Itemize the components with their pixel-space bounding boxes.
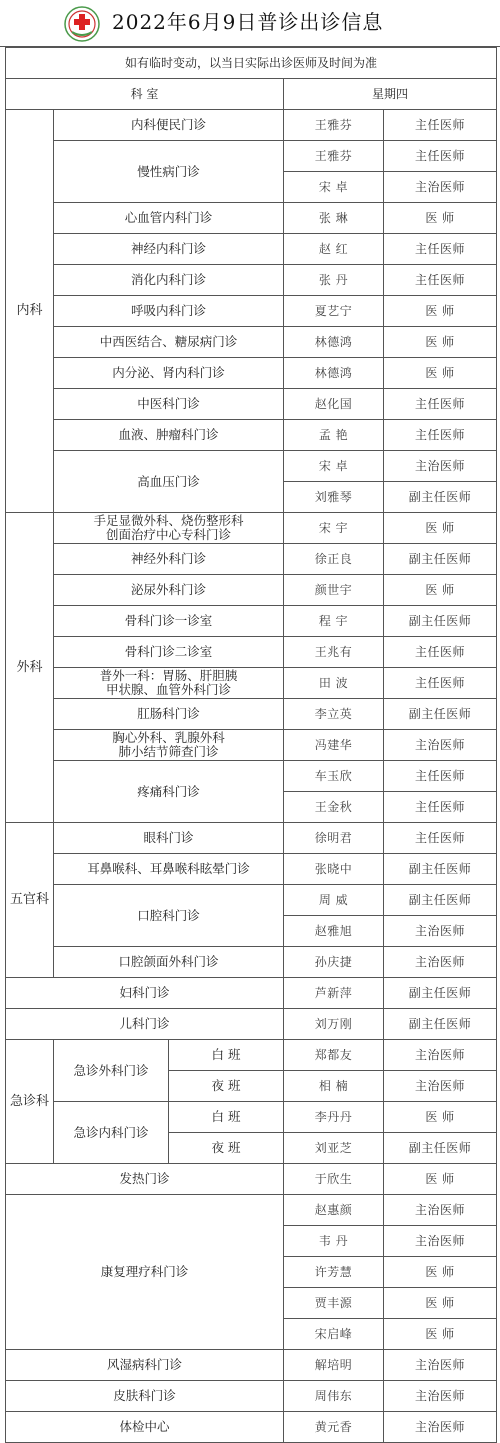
dept-name: 风湿病科门诊 <box>6 1350 284 1381</box>
dept-name <box>54 668 284 699</box>
doctor-name: 郑都友 <box>284 1040 384 1071</box>
dept-name: 内分泌、肾内科门诊 <box>54 358 284 389</box>
doctor-name: 徐明君 <box>284 823 384 854</box>
shift-label: 白 班 <box>169 1040 284 1071</box>
doctor-name: 李立英 <box>284 699 384 730</box>
dept-name-line2: 甲状腺、血管外科门诊 <box>105 682 231 697</box>
doctor-name: 赵雅旭 <box>284 916 384 947</box>
doctor-title: 医 师 <box>384 327 497 358</box>
doctor-title: 医 师 <box>384 1102 497 1133</box>
doctor-name: 林德鸿 <box>284 358 384 389</box>
dept-name: 内科便民门诊 <box>54 110 284 141</box>
doctor-title: 医 师 <box>384 513 497 544</box>
doctor-title: 副主任医师 <box>384 482 497 513</box>
doctor-name: 韦 丹 <box>284 1226 384 1257</box>
doctor-name: 车玉欣 <box>284 761 384 792</box>
doctor-name: 赵 红 <box>284 234 384 265</box>
category-emergency: 急诊科 <box>6 1040 54 1164</box>
doctor-title: 主治医师 <box>384 1381 497 1412</box>
doctor-name: 颜世宇 <box>284 575 384 606</box>
doctor-title: 主治医师 <box>384 916 497 947</box>
doctor-name: 刘万刚 <box>284 1009 384 1040</box>
doctor-title: 主任医师 <box>384 420 497 451</box>
dept-name <box>54 513 284 544</box>
dept-name-line1: 胸心外科、乳腺外科 <box>112 730 225 745</box>
doctor-name: 张 琳 <box>284 203 384 234</box>
dept-name: 眼科门诊 <box>54 823 284 854</box>
shift-label: 夜 班 <box>169 1133 284 1164</box>
doctor-title: 主治医师 <box>384 172 497 203</box>
dept-name: 高血压门诊 <box>54 451 284 513</box>
doctor-title: 副主任医师 <box>384 1009 497 1040</box>
col-header-dept: 科 室 <box>6 79 284 110</box>
doctor-name: 冯建华 <box>284 730 384 761</box>
dept-name: 中西医结合、糖尿病门诊 <box>54 327 284 358</box>
dept-name-line2: 创面治疗中心专科门诊 <box>105 527 231 542</box>
dept-name: 妇科门诊 <box>6 978 284 1009</box>
dept-name: 慢性病门诊 <box>54 141 284 203</box>
doctor-name: 刘雅琴 <box>284 482 384 513</box>
dept-name: 康复理疗科门诊 <box>6 1195 284 1350</box>
doctor-name: 王金秋 <box>284 792 384 823</box>
dept-name: 体检中心 <box>6 1412 284 1443</box>
doctor-title: 主治医师 <box>384 1195 497 1226</box>
dept-name: 心血管内科门诊 <box>54 203 284 234</box>
doctor-title: 医 师 <box>384 1257 497 1288</box>
doctor-name: 孟 艳 <box>284 420 384 451</box>
doctor-title: 副主任医师 <box>384 1133 497 1164</box>
doctor-name: 赵惠颜 <box>284 1195 384 1226</box>
dept-name: 中医科门诊 <box>54 389 284 420</box>
dept-name: 皮肤科门诊 <box>6 1381 284 1412</box>
doctor-name: 田 波 <box>284 668 384 699</box>
doctor-title: 副主任医师 <box>384 606 497 637</box>
doctor-name: 芦新萍 <box>284 978 384 1009</box>
hospital-logo-icon <box>64 6 100 42</box>
shift-label: 夜 班 <box>169 1071 284 1102</box>
notice: 如有临时变动，以当日实际出诊医师及时间为准 <box>6 48 497 79</box>
doctor-title: 医 师 <box>384 358 497 389</box>
dept-name: 泌尿外科门诊 <box>54 575 284 606</box>
doctor-title: 医 师 <box>384 575 497 606</box>
dept-name: 肛肠科门诊 <box>54 699 284 730</box>
doctor-title: 主任医师 <box>384 823 497 854</box>
dept-name: 血液、肿瘤科门诊 <box>54 420 284 451</box>
doctor-name: 王雅芬 <box>284 141 384 172</box>
dept-name-line2: 肺小结节筛查门诊 <box>118 744 219 759</box>
doctor-title: 主治医师 <box>384 730 497 761</box>
doctor-title: 医 师 <box>384 1319 497 1350</box>
dept-name: 疼痛科门诊 <box>54 761 284 823</box>
dept-name-line1: 手足显微外科、烧伤整形科 <box>93 513 244 528</box>
doctor-title: 副主任医师 <box>384 885 497 916</box>
doctor-name: 宋 宇 <box>284 513 384 544</box>
doctor-title: 医 师 <box>384 1164 497 1195</box>
doctor-title: 副主任医师 <box>384 544 497 575</box>
dept-name: 急诊外科门诊 <box>54 1040 169 1102</box>
dept-name: 儿科门诊 <box>6 1009 284 1040</box>
doctor-name: 张 丹 <box>284 265 384 296</box>
doctor-title: 医 师 <box>384 1288 497 1319</box>
doctor-title: 主治医师 <box>384 947 497 978</box>
doctor-title: 医 师 <box>384 296 497 327</box>
col-header-day: 星期四 <box>284 79 497 110</box>
doctor-title: 主任医师 <box>384 389 497 420</box>
doctor-title: 主任医师 <box>384 110 497 141</box>
doctor-name: 李丹丹 <box>284 1102 384 1133</box>
dept-name: 骨科门诊二诊室 <box>54 637 284 668</box>
doctor-name: 夏艺宁 <box>284 296 384 327</box>
doctor-name: 宋 卓 <box>284 451 384 482</box>
doctor-title: 主任医师 <box>384 792 497 823</box>
dept-name: 耳鼻喉科、耳鼻喉科眩晕门诊 <box>54 854 284 885</box>
dept-name <box>54 730 284 761</box>
page-title: 2022年6月9日普诊出诊信息 <box>112 10 384 34</box>
doctor-name: 赵化国 <box>284 389 384 420</box>
doctor-title: 主治医师 <box>384 451 497 482</box>
doctor-name: 林德鸿 <box>284 327 384 358</box>
dept-name: 神经外科门诊 <box>54 544 284 575</box>
doctor-name: 徐正良 <box>284 544 384 575</box>
dept-name: 呼吸内科门诊 <box>54 296 284 327</box>
doctor-name: 王兆有 <box>284 637 384 668</box>
category-surgery: 外科 <box>6 513 54 823</box>
doctor-name: 贾丰源 <box>284 1288 384 1319</box>
dept-name-line1: 普外一科：胃肠、肝胆胰 <box>99 668 238 683</box>
doctor-name: 解培明 <box>284 1350 384 1381</box>
doctor-title: 主任医师 <box>384 234 497 265</box>
doctor-name: 周 威 <box>284 885 384 916</box>
doctor-name: 宋 卓 <box>284 172 384 203</box>
category-ent: 五官科 <box>6 823 54 978</box>
dept-name: 口腔科门诊 <box>54 885 284 947</box>
dept-name: 急诊内科门诊 <box>54 1102 169 1164</box>
doctor-title: 主治医师 <box>384 1226 497 1257</box>
dept-name: 口腔颌面外科门诊 <box>54 947 284 978</box>
doctor-title: 主任医师 <box>384 265 497 296</box>
doctor-title: 副主任医师 <box>384 854 497 885</box>
dept-name: 神经内科门诊 <box>54 234 284 265</box>
doctor-title: 医 师 <box>384 203 497 234</box>
doctor-name: 程 宇 <box>284 606 384 637</box>
doctor-title: 主治医师 <box>384 1350 497 1381</box>
page-header <box>0 0 500 47</box>
doctor-name: 相 楠 <box>284 1071 384 1102</box>
doctor-title: 主任医师 <box>384 668 497 699</box>
schedule-table <box>5 47 497 1443</box>
dept-name: 骨科门诊一诊室 <box>54 606 284 637</box>
doctor-name: 刘亚芝 <box>284 1133 384 1164</box>
doctor-name: 孙庆捷 <box>284 947 384 978</box>
doctor-name: 张晓中 <box>284 854 384 885</box>
doctor-title: 主治医师 <box>384 1412 497 1443</box>
category-internal: 内科 <box>6 110 54 513</box>
doctor-title: 副主任医师 <box>384 699 497 730</box>
doctor-title: 副主任医师 <box>384 978 497 1009</box>
doctor-title: 主任医师 <box>384 637 497 668</box>
doctor-name: 黄元香 <box>284 1412 384 1443</box>
doctor-title: 主任医师 <box>384 141 497 172</box>
doctor-title: 主任医师 <box>384 761 497 792</box>
doctor-name: 王雅芬 <box>284 110 384 141</box>
doctor-title: 主治医师 <box>384 1040 497 1071</box>
doctor-name: 周伟东 <box>284 1381 384 1412</box>
doctor-title: 主治医师 <box>384 1071 497 1102</box>
shift-label: 白 班 <box>169 1102 284 1133</box>
doctor-name: 许芳慧 <box>284 1257 384 1288</box>
doctor-name: 宋启峰 <box>284 1319 384 1350</box>
dept-name: 消化内科门诊 <box>54 265 284 296</box>
dept-name: 发热门诊 <box>6 1164 284 1195</box>
doctor-name: 于欣生 <box>284 1164 384 1195</box>
